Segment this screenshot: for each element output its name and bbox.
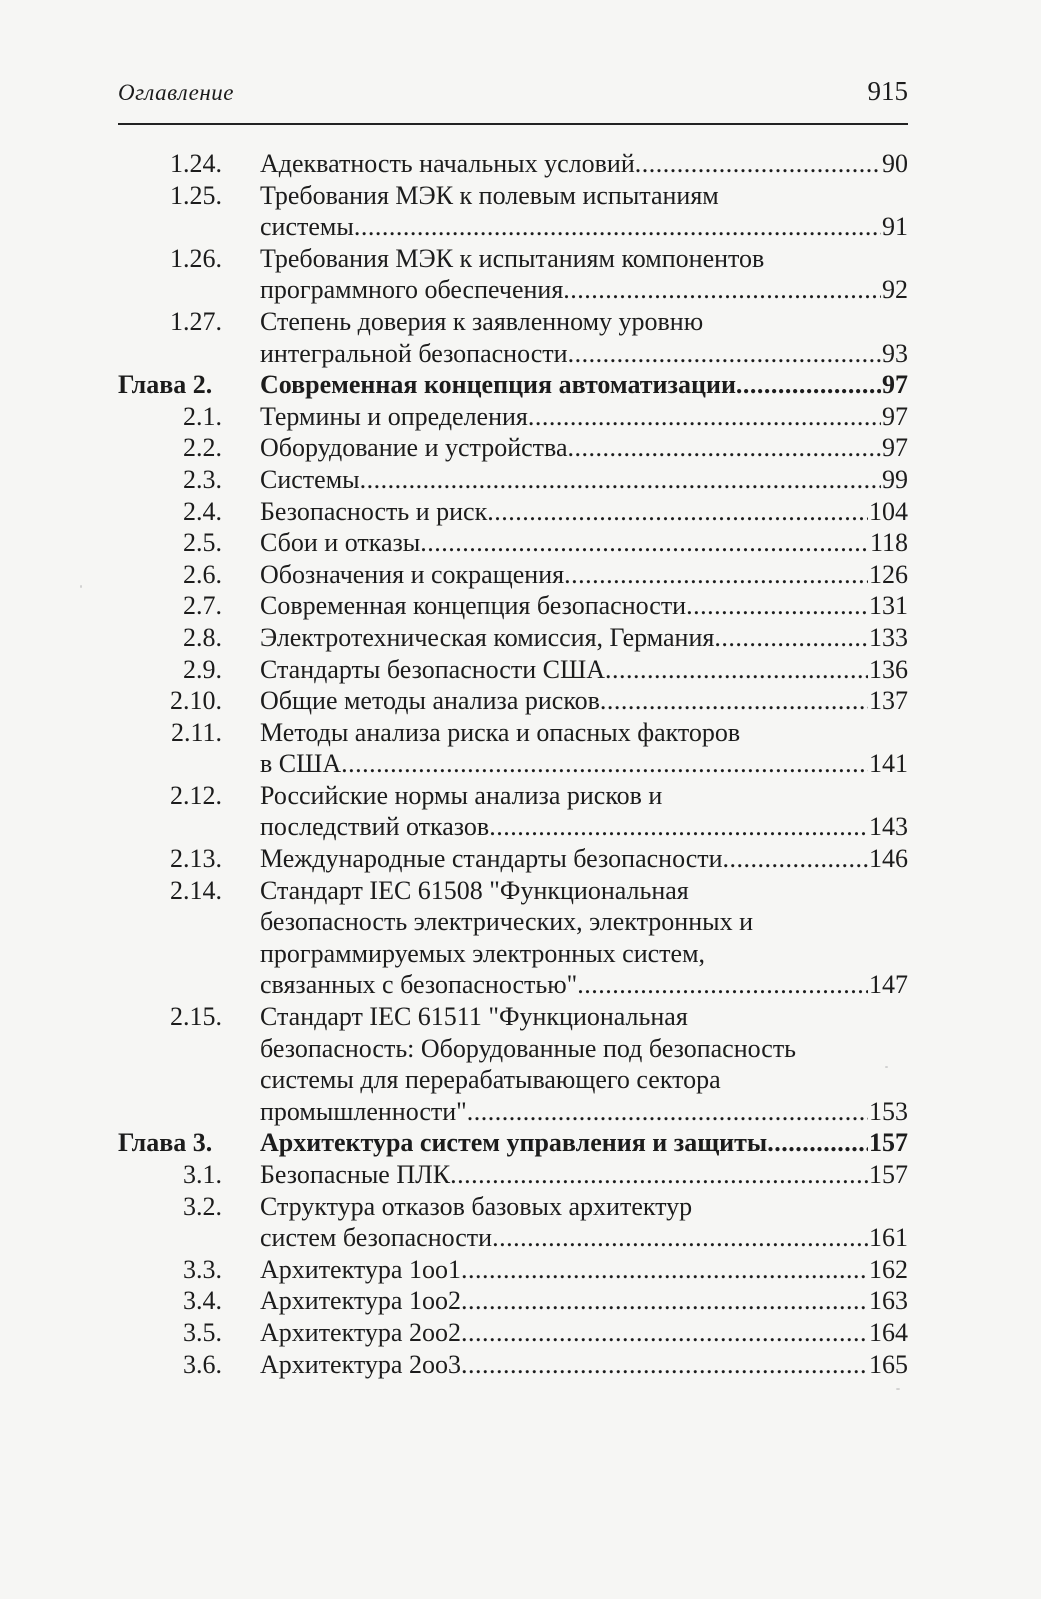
entry-number: 2.7. (183, 591, 222, 621)
entry-page-number: 90 (882, 149, 908, 178)
toc-entry (118, 590, 908, 622)
toc-entry (118, 1191, 908, 1254)
entry-page-number: 91 (882, 212, 908, 242)
entry-title-line: Методы анализа риска и опасных факторов (260, 717, 741, 747)
paper-speck (885, 1066, 888, 1068)
dot-leader (568, 432, 881, 464)
entry-number: 2.3. (183, 464, 222, 494)
entry-title-line: связанных с безопасностью" (260, 970, 578, 1000)
entry-title-last-line (260, 369, 908, 401)
entry-title-line: Требования МЭК к полевым испытаниям (260, 180, 719, 210)
dot-leader (341, 748, 868, 780)
entry-title-last-line (260, 1159, 908, 1191)
toc-entry (118, 148, 908, 180)
header-rule (118, 123, 908, 125)
toc-entry (118, 1254, 908, 1286)
entry-page-number: 97 (882, 401, 908, 431)
running-header (118, 76, 908, 116)
entry-body (260, 875, 908, 1001)
entry-page-number: 118 (869, 528, 908, 558)
toc-entry (118, 527, 908, 559)
entry-title-line: безопасность электрических, электронных и (260, 907, 753, 937)
entry-title-line: Стандарт IEC 61511 "Функциональная (260, 1002, 688, 1032)
entry-body (260, 1191, 908, 1254)
entry-page-number: 146 (869, 844, 908, 874)
entry-number: 3.2. (183, 1191, 222, 1221)
entry-title-line: Оборудование и устройства (260, 433, 568, 463)
entry-title-line: Стандарт IEC 61508 "Функциональная (260, 875, 689, 905)
entry-title-line: Требования МЭК к испытаниям компонентов (260, 243, 765, 273)
entry-title-line: в США (260, 749, 342, 779)
toc-entry (118, 843, 908, 875)
entry-title-last-line (260, 401, 908, 433)
entry-title-line: Системы (260, 464, 360, 494)
dot-leader (564, 559, 868, 591)
toc-entry (118, 401, 908, 433)
page-number: 915 (867, 76, 908, 106)
toc-entry (118, 559, 908, 591)
entry-body (260, 1254, 908, 1286)
entry-page-number: 104 (869, 496, 908, 526)
entry-body (260, 496, 908, 528)
entry-title-last-line (260, 1317, 908, 1349)
toc-entry (118, 1317, 908, 1349)
entry-page-number: 161 (869, 1223, 908, 1253)
entry-body (260, 843, 908, 875)
entry-number: 2.6. (183, 559, 222, 589)
entry-title-last-line (260, 432, 908, 464)
entry-page-number: 126 (869, 559, 908, 589)
entry-title-last-line (260, 464, 908, 496)
toc-entry (118, 1285, 908, 1317)
entry-body (260, 1285, 908, 1317)
toc-entry (118, 464, 908, 496)
entry-title-last-line (260, 590, 908, 622)
entry-title-last-line (260, 527, 908, 559)
toc-entry (118, 1159, 908, 1191)
entry-page-number: 165 (869, 1349, 908, 1379)
toc-entry (118, 180, 908, 243)
dot-leader (461, 1317, 868, 1349)
toc-entry (118, 306, 908, 369)
entry-title-line: Структура отказов базовых архитектур (260, 1191, 693, 1221)
entry-page-number: 97 (882, 433, 908, 463)
entry-title-last-line (260, 148, 908, 180)
entry-title-last-line (260, 211, 908, 243)
entry-title-line: Общие методы анализа рисков (260, 686, 600, 716)
entry-title-line: Сбои и отказы (260, 528, 421, 558)
entry-number: 2.13. (170, 844, 222, 874)
entry-body (260, 1317, 908, 1349)
dot-leader (568, 338, 881, 370)
entry-title-line: программного обеспечения (260, 275, 564, 305)
dot-leader (450, 1159, 868, 1191)
entry-body (260, 622, 908, 654)
entry-page-number: 92 (882, 275, 908, 305)
entry-number: 2.5. (183, 528, 222, 558)
toc-entry (118, 1001, 908, 1127)
entry-number: Глава 3. (118, 1128, 213, 1158)
entry-title-last-line (260, 559, 908, 591)
toc-entry (118, 1349, 908, 1381)
entry-page-number: 136 (869, 654, 908, 684)
entry-body (260, 1349, 908, 1381)
toc-entry (118, 717, 908, 780)
table-of-contents (118, 148, 908, 1380)
dot-leader (354, 211, 881, 243)
entry-title-last-line (260, 969, 908, 1001)
entry-title-line: Адекватность начальных условий (260, 149, 635, 178)
entry-body (260, 527, 908, 559)
entry-number: 1.25. (170, 180, 222, 210)
header-title: Оглавление (118, 80, 235, 105)
entry-number: 2.11. (170, 717, 222, 747)
paper-speck (896, 1388, 900, 1390)
dot-leader (600, 685, 868, 717)
entry-title-line: системы для перерабатывающего сектора (260, 1065, 721, 1095)
entry-body (260, 180, 908, 243)
entry-title-line: Международные стандарты безопасности (260, 844, 723, 874)
entry-body (260, 306, 908, 369)
entry-page-number: 141 (869, 749, 908, 779)
entry-title-last-line (260, 1222, 908, 1254)
toc-entry (118, 243, 908, 306)
entry-title-last-line (260, 654, 908, 686)
entry-number: 3.3. (183, 1254, 222, 1284)
dot-leader (492, 1222, 868, 1254)
entry-body (260, 1127, 908, 1159)
dot-leader (461, 1254, 868, 1286)
entry-title-last-line (260, 1096, 908, 1128)
entry-number: 1.27. (170, 306, 222, 336)
dot-leader (605, 654, 868, 686)
dot-leader (487, 496, 868, 528)
entry-number: 2.1. (183, 401, 222, 431)
entry-title-line: Современная концепция автоматизации (260, 370, 736, 400)
entry-title-line: Архитектура систем управления и защиты (260, 1128, 768, 1158)
entry-title-last-line (260, 496, 908, 528)
entry-body (260, 654, 908, 686)
entry-body (260, 685, 908, 717)
entry-title-last-line (260, 1254, 908, 1286)
entry-title-line: Архитектура 2оо3 (260, 1349, 461, 1379)
dot-leader (714, 622, 868, 654)
entry-title-line: Российские нормы анализа рисков и (260, 780, 663, 810)
entry-number: 3.6. (183, 1349, 222, 1379)
entry-number: 2.4. (183, 496, 222, 526)
entry-title-line: промышленности" (260, 1096, 467, 1126)
dot-leader (686, 590, 868, 622)
entry-page-number: 99 (882, 464, 908, 494)
entry-title-last-line (260, 338, 908, 370)
entry-title-line: Архитектура 1оо2 (260, 1286, 461, 1316)
entry-title-line: безопасность: Оборудованные под безопасность (260, 1033, 797, 1063)
toc-entry (118, 432, 908, 464)
dot-leader (577, 969, 868, 1001)
entry-page-number: 137 (869, 686, 908, 716)
dot-leader (420, 527, 869, 559)
entry-page-number: 131 (869, 591, 908, 621)
dot-leader (767, 1127, 868, 1159)
entry-body (260, 559, 908, 591)
entry-page-number: 147 (869, 970, 908, 1000)
entry-body (260, 401, 908, 433)
entry-number: 2.8. (183, 622, 222, 652)
entry-page-number: 162 (869, 1254, 908, 1284)
entry-title-line: Термины и определения (260, 401, 528, 431)
entry-page-number: 153 (869, 1096, 908, 1126)
entry-title-last-line (260, 1285, 908, 1317)
entry-title-line: последствий отказов (260, 812, 490, 842)
dot-leader (736, 369, 881, 401)
entry-body (260, 369, 908, 401)
toc-entry (118, 654, 908, 686)
entry-number: 1.26. (170, 243, 222, 273)
toc-entry (118, 496, 908, 528)
entry-title-line: Современная концепция безопасности (260, 591, 687, 621)
entry-number: 3.5. (183, 1317, 222, 1347)
entry-title-line: Обозначения и сокращения (260, 559, 565, 589)
dot-leader (461, 1349, 868, 1381)
dot-leader (461, 1285, 868, 1317)
entry-body (260, 717, 908, 780)
entry-number: Глава 2. (118, 370, 213, 400)
entry-page-number: 143 (869, 812, 908, 842)
entry-title-line: Безопасные ПЛК (260, 1160, 451, 1189)
toc-entry (118, 622, 908, 654)
entry-title-last-line (260, 748, 908, 780)
toc-chapter-entry (118, 369, 908, 401)
entry-number: 2.10. (170, 686, 222, 716)
entry-body (260, 780, 908, 843)
entry-body (260, 590, 908, 622)
dot-leader (528, 401, 881, 433)
entry-title-line: интегральной безопасности (260, 338, 568, 368)
toc-entry (118, 875, 908, 1001)
entry-number: 3.4. (183, 1286, 222, 1316)
entry-page-number: 93 (882, 338, 908, 368)
entry-title-last-line (260, 843, 908, 875)
dot-leader (723, 843, 868, 875)
entry-number: 3.1. (183, 1160, 222, 1189)
dot-leader (563, 274, 881, 306)
entry-number: 2.9. (183, 654, 222, 684)
toc-entry (118, 685, 908, 717)
entry-page-number: 157 (869, 1128, 908, 1158)
dot-leader (360, 464, 881, 496)
entry-body (260, 243, 908, 306)
entry-title-last-line (260, 622, 908, 654)
entry-title-line: систем безопасности (260, 1223, 493, 1253)
entry-title-last-line (260, 274, 908, 306)
entry-title-last-line (260, 685, 908, 717)
entry-title-line: Безопасность и риск (260, 496, 488, 526)
entry-page-number: 133 (869, 622, 908, 652)
entry-title-last-line (260, 1349, 908, 1381)
entry-body (260, 1159, 908, 1191)
toc-chapter-entry (118, 1127, 908, 1159)
entry-title-line: Архитектура 2оо2 (260, 1317, 461, 1347)
entry-title-line: Архитектура 1оо1 (260, 1254, 461, 1284)
dot-leader (489, 811, 868, 843)
entry-page-number: 164 (869, 1317, 908, 1347)
entry-title-last-line (260, 1127, 908, 1159)
entry-title-line: Степень доверия к заявленному уровню (260, 306, 704, 336)
entry-body (260, 148, 908, 180)
entry-number: 2.2. (183, 433, 222, 463)
entry-title-line: Стандарты безопасности США (260, 654, 605, 684)
entry-title-last-line (260, 811, 908, 843)
entry-number: 2.12. (170, 780, 222, 810)
entry-body (260, 432, 908, 464)
entry-number: 2.15. (170, 1002, 222, 1032)
entry-page-number: 157 (869, 1160, 908, 1189)
entry-number: 1.24. (170, 149, 222, 178)
entry-page-number: 97 (882, 370, 908, 400)
entry-number: 2.14. (170, 875, 222, 905)
entry-body (260, 464, 908, 496)
entry-title-line: программируемых электронных систем, (260, 938, 706, 968)
paper-speck (80, 585, 82, 588)
dot-leader (467, 1096, 868, 1128)
entry-title-line: Электротехническая комиссия, Германия (260, 622, 715, 652)
entry-body (260, 1001, 908, 1127)
entry-page-number: 163 (869, 1286, 908, 1316)
dot-leader (635, 148, 881, 180)
toc-entry (118, 780, 908, 843)
entry-title-line: системы (260, 212, 354, 242)
